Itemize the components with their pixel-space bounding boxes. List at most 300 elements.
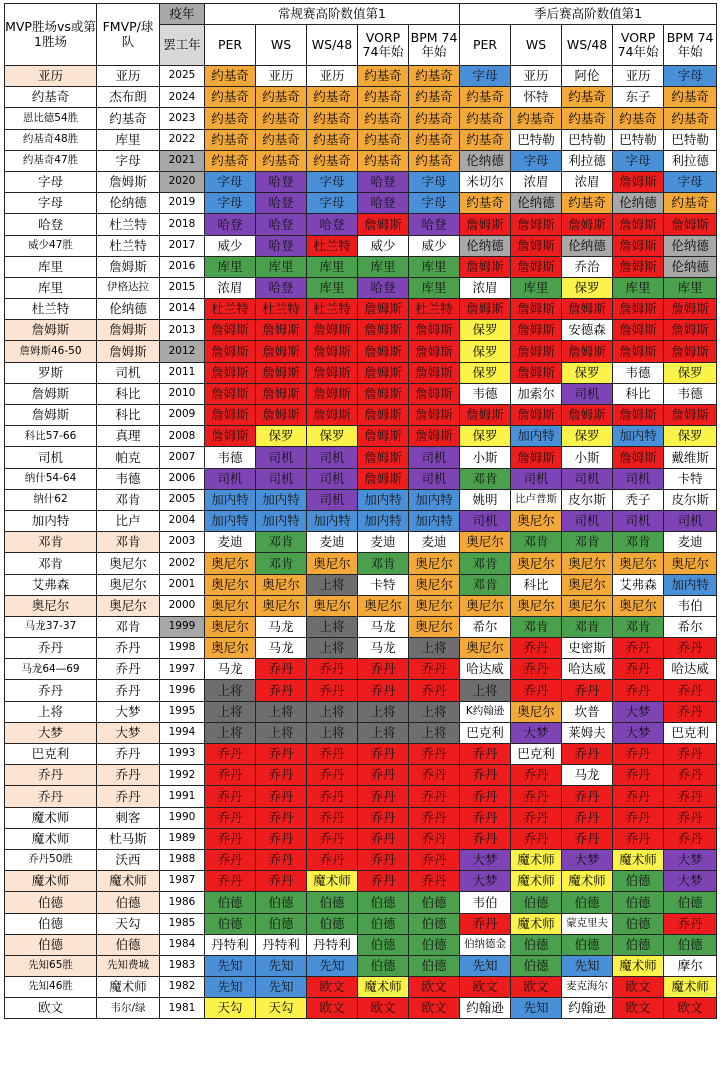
playoff-stat-cell: 哈达威 (460, 659, 511, 680)
year-cell: 2010 (160, 383, 205, 404)
playoff-stat-cell: 詹姆斯 (460, 214, 511, 235)
mvp-cell: 库里 (5, 277, 97, 298)
regular-stat-cell: 詹姆斯 (409, 426, 460, 447)
regular-stat-cell: 乔丹 (205, 849, 256, 870)
fmvp-cell: 大梦 (97, 722, 160, 743)
fmvp-cell: 魔术师 (97, 871, 160, 892)
playoff-stat-cell: 先知 (511, 998, 562, 1019)
year-cell: 2005 (160, 489, 205, 510)
regular-stat-cell: 亚历 (307, 66, 358, 87)
year-cell: 2024 (160, 87, 205, 108)
playoff-stat-cell: 保罗 (460, 320, 511, 341)
regular-stat-cell: 奥尼尔 (205, 553, 256, 574)
regular-stat-cell: 乔丹 (409, 765, 460, 786)
regular-stat-cell: 库里 (307, 256, 358, 277)
playoff-stat-cell: 詹姆斯 (511, 341, 562, 362)
playoff-stat-cell: 大梦 (460, 849, 511, 870)
year-cell: 2011 (160, 362, 205, 383)
playoff-stat-cell: 魔术师 (613, 849, 664, 870)
mvp-cell: 伯德 (5, 913, 97, 934)
playoff-stat-cell: 约基奇 (664, 193, 717, 214)
playoff-stat-cell: 大梦 (613, 701, 664, 722)
playoff-stat-cell: 约基奇 (562, 87, 613, 108)
playoff-stat-cell: 詹姆斯 (613, 320, 664, 341)
mvp-cell: 乔丹50胜 (5, 849, 97, 870)
playoff-stat-cell: 保罗 (562, 426, 613, 447)
table-row (5, 998, 717, 1019)
mvp-cell: 伯德 (5, 892, 97, 913)
table-row (5, 532, 717, 553)
year-cell: 2006 (160, 468, 205, 489)
mvp-cell: 大梦 (5, 722, 97, 743)
fmvp-cell: 伯德 (97, 934, 160, 955)
regular-stat-cell: 韦德 (205, 447, 256, 468)
header-year-bottom: 罢工年 (160, 25, 205, 66)
playoff-stat-cell: 小斯 (562, 447, 613, 468)
playoff-stat-cell: 奥尼尔 (613, 595, 664, 616)
playoff-stat-cell: 乔丹 (562, 744, 613, 765)
playoff-stat-cell: 邓肯 (511, 616, 562, 637)
playoff-stat-cell: 魔术师 (511, 849, 562, 870)
playoff-stat-cell: 先知 (562, 955, 613, 976)
regular-stat-cell: 丹特利 (205, 934, 256, 955)
playoff-stat-cell: 詹姆斯 (613, 341, 664, 362)
playoff-stat-cell: 欧文 (511, 977, 562, 998)
regular-stat-cell: 加内特 (409, 510, 460, 531)
regular-stat-cell: 伯德 (409, 934, 460, 955)
regular-stat-cell: 字母 (409, 193, 460, 214)
playoff-stat-cell: 詹姆斯 (613, 299, 664, 320)
playoff-stat-cell: 约基奇 (664, 108, 717, 129)
playoff-stat-cell: 皮尔斯 (664, 489, 717, 510)
playoff-stat-cell: 马龙 (562, 765, 613, 786)
regular-stat-cell: 詹姆斯 (358, 447, 409, 468)
regular-stat-cell: 先知 (205, 977, 256, 998)
regular-stat-cell: 哈登 (256, 235, 307, 256)
playoff-stat-cell: 邓肯 (562, 616, 613, 637)
mvp-cell: 纳什62 (5, 489, 97, 510)
table-row (5, 171, 717, 192)
playoff-stat-cell: 乔丹 (562, 680, 613, 701)
regular-stat-cell: 上将 (409, 722, 460, 743)
mvp-cell: 约基奇 (5, 87, 97, 108)
table-row (5, 235, 717, 256)
regular-stat-cell: 卡特 (358, 574, 409, 595)
table-row (5, 150, 717, 171)
playoff-stat-cell: 伦纳德 (511, 193, 562, 214)
regular-stat-cell: 詹姆斯 (256, 341, 307, 362)
playoff-stat-cell: 詹姆斯 (613, 171, 664, 192)
playoff-stat-cell: 加内特 (664, 574, 717, 595)
fmvp-cell: 先知费城 (97, 955, 160, 976)
table-row (5, 341, 717, 362)
regular-stat-cell: 奥尼尔 (205, 595, 256, 616)
fmvp-cell: 伦纳德 (97, 193, 160, 214)
playoff-stat-cell: 蒙克里夫 (562, 913, 613, 934)
playoff-stat-cell: 伯德 (613, 871, 664, 892)
regular-stat-cell: 伯德 (358, 955, 409, 976)
mvp-cell: 乔丹 (5, 765, 97, 786)
year-cell: 2001 (160, 574, 205, 595)
playoff-stat-cell: 乔丹 (511, 828, 562, 849)
fmvp-cell: 乔丹 (97, 680, 160, 701)
regular-stat-cell: 詹姆斯 (358, 362, 409, 383)
regular-stat-cell: 詹姆斯 (205, 362, 256, 383)
regular-stat-cell: 乔丹 (307, 849, 358, 870)
playoff-stat-cell: 詹姆斯 (460, 405, 511, 426)
playoff-stat-cell: 司机 (562, 510, 613, 531)
mvp-cell: 库里 (5, 256, 97, 277)
playoff-stat-cell: 詹姆斯 (664, 299, 717, 320)
table-row (5, 447, 717, 468)
playoff-stat-cell: 安德森 (562, 320, 613, 341)
regular-stat-cell: 乔丹 (358, 828, 409, 849)
playoff-stat-cell: 詹姆斯 (511, 256, 562, 277)
regular-stat-cell: 詹姆斯 (409, 383, 460, 404)
regular-stat-cell: 伯德 (307, 913, 358, 934)
table-row (5, 722, 717, 743)
regular-stat-cell: 伯德 (256, 892, 307, 913)
year-cell: 2008 (160, 426, 205, 447)
playoff-stat-cell: 奥尼尔 (511, 701, 562, 722)
fmvp-cell: 真理 (97, 426, 160, 447)
playoff-stat-cell: 大梦 (664, 871, 717, 892)
regular-stat-cell: 詹姆斯 (358, 214, 409, 235)
fmvp-cell: 天勾 (97, 913, 160, 934)
fmvp-cell: 杜兰特 (97, 235, 160, 256)
year-cell: 1986 (160, 892, 205, 913)
regular-stat-cell: 加内特 (256, 510, 307, 531)
playoff-stat-cell: 乔丹 (562, 786, 613, 807)
playoff-stat-cell: 乔丹 (613, 638, 664, 659)
playoff-stat-cell: 小斯 (460, 447, 511, 468)
playoff-stat-cell: 希尔 (460, 616, 511, 637)
playoff-stat-cell: 东子 (613, 87, 664, 108)
playoff-stat-cell: 约基奇 (460, 108, 511, 129)
regular-stat-cell: 上将 (358, 722, 409, 743)
regular-stat-cell: 哈登 (358, 193, 409, 214)
playoff-stat-cell: 司机 (460, 510, 511, 531)
fmvp-cell: 伊格达拉 (97, 277, 160, 298)
fmvp-cell: 杜马斯 (97, 828, 160, 849)
playoff-stat-cell: 詹姆斯 (511, 214, 562, 235)
regular-stat-cell: 司机 (307, 447, 358, 468)
mvp-cell: 邓肯 (5, 532, 97, 553)
playoff-stat-cell: 詹姆斯 (613, 405, 664, 426)
regular-stat-cell: 约基奇 (307, 87, 358, 108)
regular-stat-cell: 加内特 (358, 510, 409, 531)
playoff-stat-cell: 韦德 (613, 362, 664, 383)
playoff-stat-cell: 乔丹 (511, 765, 562, 786)
regular-stat-cell: 哈登 (256, 171, 307, 192)
playoff-stat-cell: 乔丹 (511, 638, 562, 659)
playoff-stat-cell: 乔丹 (460, 765, 511, 786)
regular-stat-cell: 上将 (307, 638, 358, 659)
regular-stat-cell: 马龙 (358, 638, 409, 659)
regular-stat-cell: 乔丹 (256, 786, 307, 807)
playoff-stat-cell: 邓肯 (460, 574, 511, 595)
regular-stat-cell: 乔丹 (205, 871, 256, 892)
fmvp-cell: 杰布朗 (97, 87, 160, 108)
playoff-stat-cell: 魔术师 (562, 871, 613, 892)
year-cell: 1991 (160, 786, 205, 807)
year-cell: 1990 (160, 807, 205, 828)
playoff-stat-cell: 巴克利 (664, 722, 717, 743)
mvp-cell: 纳什54-64 (5, 468, 97, 489)
playoff-stat-cell: 乔丹 (562, 828, 613, 849)
regular-stat-cell: 奥尼尔 (409, 595, 460, 616)
regular-stat-cell: 亚历 (256, 66, 307, 87)
playoff-stat-cell: 乔丹 (613, 828, 664, 849)
regular-stat-cell: 詹姆斯 (358, 299, 409, 320)
playoff-stat-cell: 姚明 (460, 489, 511, 510)
mvp-cell: 伯德 (5, 934, 97, 955)
year-cell: 1987 (160, 871, 205, 892)
playoff-stat-cell: K约翰逊 (460, 701, 511, 722)
playoff-stat-cell: 巴克利 (460, 722, 511, 743)
regular-stat-cell: 约基奇 (256, 87, 307, 108)
mvp-cell: 杜兰特 (5, 299, 97, 320)
regular-stat-cell: 字母 (205, 171, 256, 192)
regular-stat-cell: 司机 (256, 468, 307, 489)
header-stat: PER (460, 25, 511, 66)
playoff-stat-cell: 哈达威 (562, 659, 613, 680)
regular-stat-cell: 加内特 (205, 489, 256, 510)
regular-stat-cell: 约基奇 (205, 150, 256, 171)
regular-stat-cell: 麦迪 (358, 532, 409, 553)
header-stat: VORP 74年始 (613, 25, 664, 66)
regular-stat-cell: 詹姆斯 (409, 341, 460, 362)
regular-stat-cell: 詹姆斯 (358, 405, 409, 426)
year-cell: 1981 (160, 998, 205, 1019)
regular-stat-cell: 伯德 (205, 892, 256, 913)
playoff-stat-cell: 大梦 (664, 849, 717, 870)
regular-stat-cell: 乔丹 (358, 659, 409, 680)
table-row (5, 299, 717, 320)
regular-stat-cell: 乔丹 (256, 871, 307, 892)
playoff-stat-cell: 乔丹 (613, 786, 664, 807)
regular-stat-cell: 加内特 (205, 510, 256, 531)
playoff-stat-cell: 魔术师 (511, 871, 562, 892)
regular-stat-cell: 奥尼尔 (409, 616, 460, 637)
regular-stat-cell: 司机 (256, 447, 307, 468)
regular-stat-cell: 乔丹 (307, 786, 358, 807)
playoff-stat-cell: 皮尔斯 (562, 489, 613, 510)
regular-stat-cell: 司机 (307, 468, 358, 489)
fmvp-cell: 库里 (97, 129, 160, 150)
mvp-cell: 字母 (5, 193, 97, 214)
regular-stat-cell: 邓肯 (358, 553, 409, 574)
regular-stat-cell: 字母 (307, 193, 358, 214)
table-row (5, 87, 717, 108)
fmvp-cell: 乔丹 (97, 765, 160, 786)
playoff-stat-cell: 乔丹 (562, 807, 613, 828)
playoff-stat-cell: 邓肯 (511, 532, 562, 553)
mvp-cell: 奥尼尔 (5, 595, 97, 616)
fmvp-cell: 奥尼尔 (97, 574, 160, 595)
regular-stat-cell: 伯德 (358, 913, 409, 934)
playoff-stat-cell: 奥尼尔 (460, 638, 511, 659)
year-cell: 2004 (160, 510, 205, 531)
playoff-stat-cell: 加内特 (511, 426, 562, 447)
regular-stat-cell: 约基奇 (256, 129, 307, 150)
playoff-stat-cell: 奥尼尔 (460, 595, 511, 616)
year-cell: 2017 (160, 235, 205, 256)
regular-stat-cell: 詹姆斯 (358, 341, 409, 362)
year-cell: 1982 (160, 977, 205, 998)
regular-stat-cell: 麦迪 (307, 532, 358, 553)
mvp-cell: 哈登 (5, 214, 97, 235)
header-fmvp: FMVP/球队 (97, 4, 160, 66)
playoff-stat-cell: 约基奇 (511, 108, 562, 129)
fmvp-cell: 邓肯 (97, 489, 160, 510)
playoff-stat-cell: 加索尔 (511, 383, 562, 404)
regular-stat-cell: 乔丹 (205, 765, 256, 786)
regular-stat-cell: 约基奇 (307, 150, 358, 171)
regular-stat-cell: 乔丹 (307, 807, 358, 828)
regular-stat-cell: 司机 (307, 489, 358, 510)
playoff-stat-cell: 伯德 (613, 892, 664, 913)
playoff-stat-cell: 韦德 (664, 383, 717, 404)
playoff-stat-cell: 伦纳德 (460, 150, 511, 171)
year-cell: 1998 (160, 638, 205, 659)
playoff-stat-cell: 比卢普斯 (511, 489, 562, 510)
regular-stat-cell: 约基奇 (409, 87, 460, 108)
mvp-cell: 詹姆斯 (5, 320, 97, 341)
regular-stat-cell: 约基奇 (307, 129, 358, 150)
playoff-stat-cell: 浓眉 (460, 277, 511, 298)
playoff-stat-cell: 奥尼尔 (613, 553, 664, 574)
playoff-stat-cell: 坎普 (562, 701, 613, 722)
regular-stat-cell: 上将 (307, 722, 358, 743)
year-cell: 1993 (160, 744, 205, 765)
year-cell: 2014 (160, 299, 205, 320)
playoff-stat-cell: 乔丹 (664, 828, 717, 849)
playoff-stat-cell: 卡特 (664, 468, 717, 489)
regular-stat-cell: 詹姆斯 (358, 468, 409, 489)
year-cell: 1997 (160, 659, 205, 680)
playoff-stat-cell: 邓肯 (460, 468, 511, 489)
playoff-stat-cell: 摩尔 (664, 955, 717, 976)
playoff-stat-cell: 大梦 (613, 722, 664, 743)
regular-stat-cell: 约基奇 (205, 87, 256, 108)
regular-stat-cell: 库里 (205, 256, 256, 277)
playoff-stat-cell: 詹姆斯 (511, 362, 562, 383)
playoff-stat-cell: 约基奇 (562, 108, 613, 129)
table-row (5, 362, 717, 383)
regular-stat-cell: 詹姆斯 (256, 383, 307, 404)
playoff-stat-cell: 詹姆斯 (511, 320, 562, 341)
playoff-stat-cell: 奥尼尔 (511, 595, 562, 616)
regular-stat-cell: 上将 (307, 574, 358, 595)
fmvp-cell: 韦尔/绿 (97, 998, 160, 1019)
table-row (5, 913, 717, 934)
regular-stat-cell: 奥尼尔 (256, 595, 307, 616)
playoff-stat-cell: 保罗 (460, 426, 511, 447)
regular-stat-cell: 乔丹 (307, 828, 358, 849)
playoff-stat-cell: 乔治 (562, 256, 613, 277)
table-row (5, 277, 717, 298)
table-row (5, 765, 717, 786)
table-row (5, 786, 717, 807)
regular-stat-cell: 奥尼尔 (358, 595, 409, 616)
year-cell: 1992 (160, 765, 205, 786)
year-cell: 1988 (160, 849, 205, 870)
regular-stat-cell: 乔丹 (307, 659, 358, 680)
playoff-stat-cell: 秃子 (613, 489, 664, 510)
year-cell: 1989 (160, 828, 205, 849)
table-row (5, 680, 717, 701)
mvp-cell: 加内特 (5, 510, 97, 531)
regular-stat-cell: 乔丹 (358, 680, 409, 701)
regular-stat-cell: 司机 (409, 468, 460, 489)
regular-stat-cell: 先知 (307, 955, 358, 976)
playoff-stat-cell: 伯德 (664, 892, 717, 913)
playoff-stat-cell: 乔丹 (664, 701, 717, 722)
playoff-stat-cell: 约基奇 (562, 193, 613, 214)
playoff-stat-cell: 詹姆斯 (460, 299, 511, 320)
regular-stat-cell: 保罗 (256, 426, 307, 447)
regular-stat-cell: 詹姆斯 (307, 341, 358, 362)
mvp-cell: 邓肯 (5, 553, 97, 574)
mvp-cell: 巴克利 (5, 744, 97, 765)
year-cell: 1985 (160, 913, 205, 934)
header-stat: VORP 74年始 (358, 25, 409, 66)
playoff-stat-cell: 詹姆斯 (562, 214, 613, 235)
header-regular: 常规赛高阶数值第1 (205, 4, 460, 25)
table-row (5, 426, 717, 447)
playoff-stat-cell: 司机 (613, 468, 664, 489)
regular-stat-cell: 乔丹 (409, 849, 460, 870)
regular-stat-cell: 威少 (205, 235, 256, 256)
playoff-stat-cell: 詹姆斯 (511, 235, 562, 256)
playoff-stat-cell: 乔丹 (613, 807, 664, 828)
playoff-stat-cell: 约基奇 (460, 129, 511, 150)
playoff-stat-cell: 乔丹 (664, 680, 717, 701)
fmvp-cell: 乔丹 (97, 659, 160, 680)
regular-stat-cell: 乔丹 (256, 659, 307, 680)
playoff-stat-cell: 浓眉 (562, 171, 613, 192)
playoff-stat-cell: 字母 (664, 171, 717, 192)
regular-stat-cell: 上将 (205, 680, 256, 701)
regular-stat-cell: 马龙 (256, 638, 307, 659)
year-cell: 2020 (160, 171, 205, 192)
playoff-stat-cell: 欧文 (460, 977, 511, 998)
playoff-stat-cell: 字母 (664, 66, 717, 87)
playoff-stat-cell: 约基奇 (664, 87, 717, 108)
playoff-stat-cell: 乔丹 (664, 786, 717, 807)
fmvp-cell: 奥尼尔 (97, 553, 160, 574)
mvp-cell: 马龙64—69 (5, 659, 97, 680)
table-row (5, 574, 717, 595)
mvp-cell: 乔丹 (5, 680, 97, 701)
mvp-cell: 罗斯 (5, 362, 97, 383)
regular-stat-cell: 乔丹 (256, 744, 307, 765)
regular-stat-cell: 司机 (409, 447, 460, 468)
header-playoff: 季后赛高阶数值第1 (460, 4, 717, 25)
regular-stat-cell: 上将 (358, 701, 409, 722)
regular-stat-cell: 詹姆斯 (256, 362, 307, 383)
header-stat: WS/48 (307, 25, 358, 66)
fmvp-cell: 詹姆斯 (97, 256, 160, 277)
playoff-stat-cell: 希尔 (664, 616, 717, 637)
regular-stat-cell: 奥尼尔 (205, 638, 256, 659)
table-row (5, 383, 717, 404)
regular-stat-cell: 邓肯 (256, 532, 307, 553)
playoff-stat-cell: 乔丹 (664, 744, 717, 765)
playoff-stat-cell: 奥尼尔 (562, 595, 613, 616)
playoff-stat-cell: 约基奇 (460, 193, 511, 214)
